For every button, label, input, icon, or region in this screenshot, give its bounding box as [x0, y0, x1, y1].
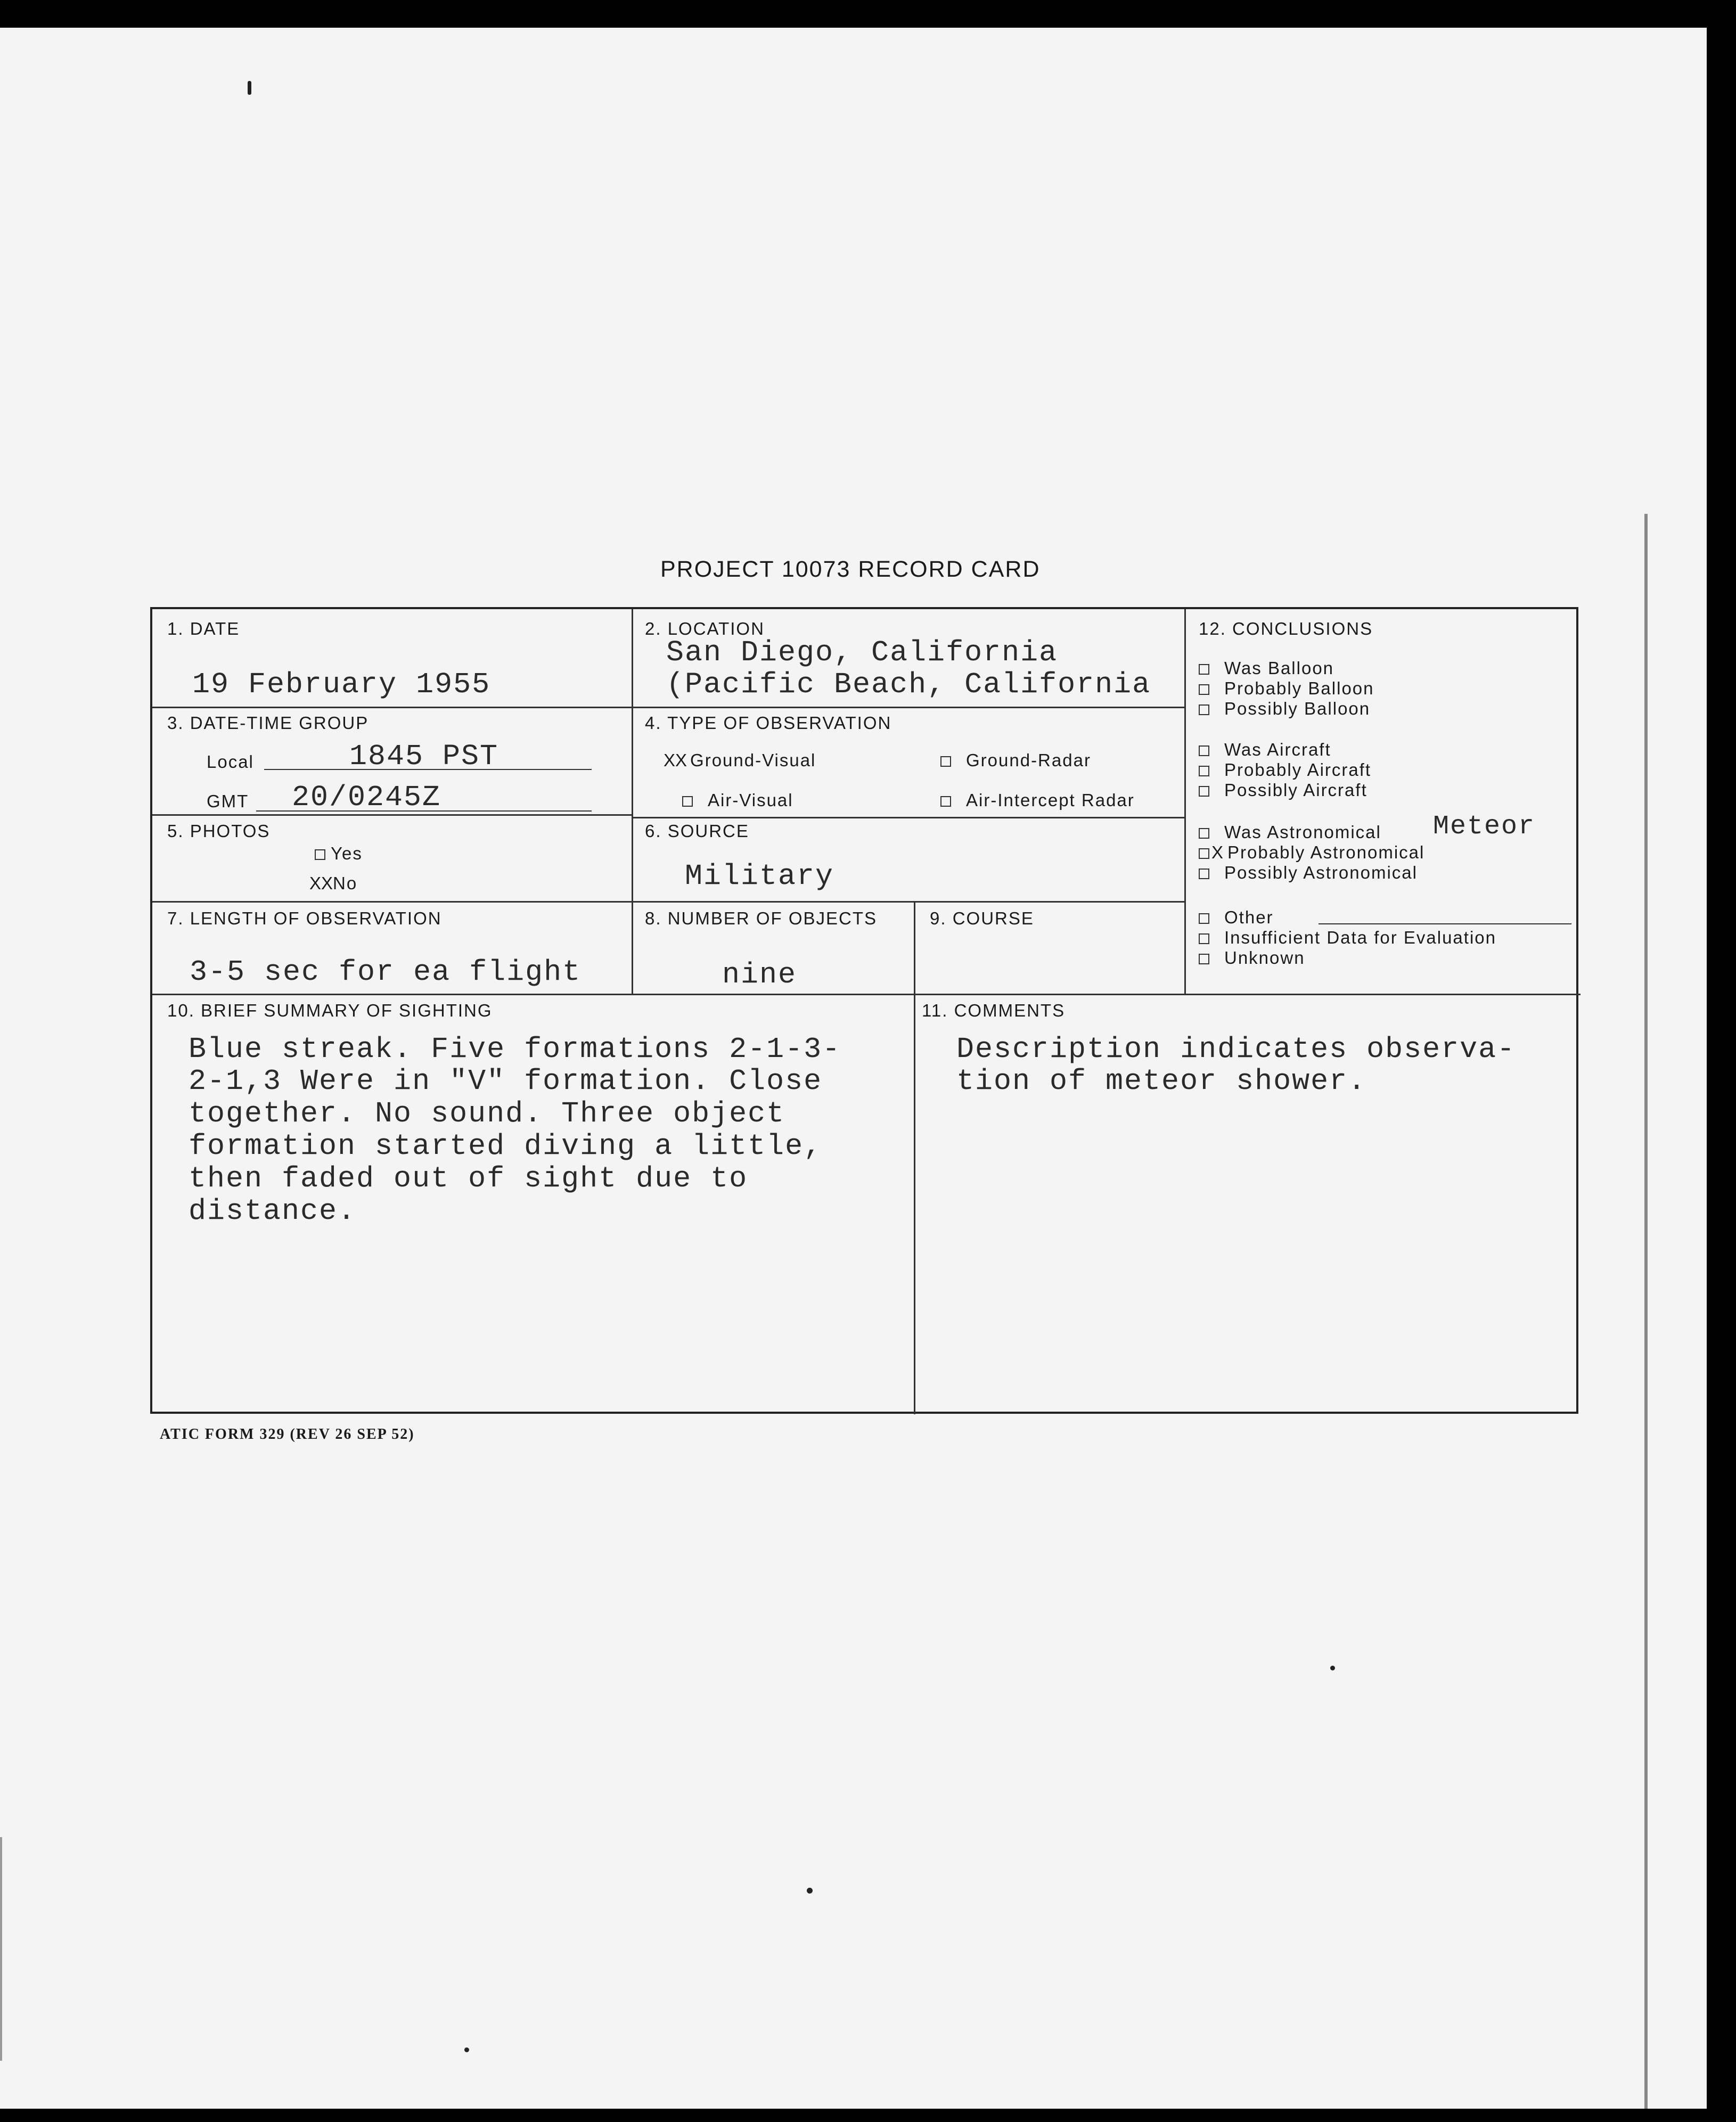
comments-label: 11. COMMENTS	[922, 1001, 1066, 1020]
form-footer: ATIC FORM 329 (REV 26 SEP 52)	[160, 1426, 415, 1443]
checkbox-icon	[1199, 869, 1209, 879]
dust-speck	[464, 2047, 469, 2052]
checked-mark: X	[1211, 842, 1225, 862]
conclusion-possibly-astronomical[interactable]	[1199, 863, 1418, 883]
photos-yes-label: Yes	[331, 843, 363, 863]
summary-line: 2-1,3 Were in "V" formation. Close	[189, 1064, 823, 1098]
checkbox-icon	[1199, 786, 1209, 797]
checkbox-icon	[1199, 664, 1209, 675]
checkbox-icon	[1199, 684, 1209, 695]
checkbox-icon	[1199, 766, 1209, 776]
number-of-objects-value: nine	[722, 958, 797, 992]
conclusion-label: Possibly Aircraft	[1224, 780, 1367, 800]
ground-visual-label: Ground-Visual	[690, 750, 816, 770]
location-line1: San Diego, California	[666, 636, 1058, 669]
summary-line: distance.	[189, 1194, 357, 1228]
film-edge-line	[1644, 514, 1648, 2109]
gmt-label: GMT	[207, 791, 249, 811]
divider	[914, 901, 915, 995]
conclusion-label: Unknown	[1224, 948, 1305, 968]
conclusion-probably-balloon[interactable]	[1199, 678, 1374, 699]
checkbox-icon	[940, 796, 951, 807]
photos-label: 5. PHOTOS	[167, 821, 271, 841]
conclusion-was-balloon[interactable]	[1199, 658, 1334, 678]
source-value: Military	[685, 859, 834, 893]
checkbox-icon	[315, 849, 325, 860]
air-intercept-radar-option[interactable]	[940, 790, 1135, 810]
conclusion-label: Insufficient Data for Evaluation	[1224, 928, 1496, 947]
checkbox-icon	[1199, 704, 1209, 715]
conclusion-label: Was Balloon	[1224, 658, 1334, 678]
location-line2: (Pacific Beach, California	[666, 668, 1151, 701]
local-time-value: 1845 PST	[349, 740, 499, 773]
length-of-observation-value: 3-5 sec for ea flight	[190, 955, 582, 989]
conclusion-label: Other	[1224, 907, 1274, 927]
record-card	[150, 607, 1578, 1414]
dust-speck	[807, 1888, 813, 1894]
number-of-objects-label: 8. NUMBER OF OBJECTS	[645, 908, 878, 928]
summary-line: Blue streak. Five formations 2-1-3-	[189, 1033, 841, 1066]
divider	[152, 994, 1581, 995]
conclusion-probably-aircraft[interactable]	[1199, 760, 1371, 780]
source-label: 6. SOURCE	[645, 821, 749, 841]
checkbox-icon	[1199, 933, 1209, 944]
checkbox-icon	[1199, 954, 1209, 964]
meteor-annotation: Meteor	[1433, 812, 1536, 842]
checkbox-icon	[682, 796, 693, 807]
comments-line: tion of meteor shower.	[956, 1064, 1367, 1098]
conclusion-label: Probably Balloon	[1224, 678, 1374, 698]
conclusion-label: Was Astronomical	[1224, 822, 1381, 842]
conclusion-possibly-aircraft[interactable]	[1199, 780, 1367, 800]
air-visual-option[interactable]	[682, 790, 793, 810]
conclusion-was-astronomical[interactable]	[1199, 822, 1381, 842]
checked-mark: XX	[309, 873, 333, 893]
summary-line: together. No sound. Three object	[189, 1097, 785, 1130]
divider	[1184, 609, 1186, 995]
air-visual-label: Air-Visual	[708, 790, 793, 810]
film-edge-line-left	[0, 1837, 2, 2061]
conclusion-insufficient-data[interactable]	[1199, 928, 1496, 948]
divider	[152, 901, 1185, 903]
photos-no-label: No	[333, 873, 358, 893]
divider	[632, 817, 1185, 818]
conclusion-label: Possibly Astronomical	[1224, 863, 1418, 882]
conclusion-other[interactable]	[1199, 907, 1274, 928]
checked-mark: XX	[664, 750, 687, 770]
air-intercept-radar-label: Air-Intercept Radar	[966, 790, 1135, 810]
photos-no-option[interactable]	[309, 873, 357, 894]
dust-speck	[248, 81, 251, 95]
type-of-observation-label: 4. TYPE OF OBSERVATION	[645, 713, 892, 733]
checkbox-icon	[1199, 828, 1209, 839]
dust-speck	[1330, 1666, 1335, 1670]
ground-visual-option[interactable]	[664, 750, 816, 771]
other-underline	[1319, 923, 1571, 924]
divider	[914, 994, 915, 1414]
summary-line: formation started diving a little,	[189, 1129, 823, 1163]
ground-radar-label: Ground-Radar	[966, 750, 1091, 770]
date-value: 19 February 1955	[192, 668, 491, 701]
conclusion-possibly-balloon[interactable]	[1199, 699, 1370, 719]
conclusions-label: 12. CONCLUSIONS	[1199, 619, 1373, 638]
date-time-group-label: 3. DATE-TIME GROUP	[167, 713, 369, 733]
length-of-observation-label: 7. LENGTH OF OBSERVATION	[167, 908, 442, 928]
summary-line: then faded out of sight due to	[189, 1162, 748, 1195]
ground-radar-option[interactable]	[940, 750, 1091, 771]
film-border-bottom	[0, 2109, 1736, 2122]
divider	[152, 814, 632, 816]
film-border-right	[1707, 0, 1736, 2122]
checkbox-icon	[1199, 848, 1209, 859]
conclusion-probably-astronomical[interactable]	[1199, 842, 1424, 863]
checkbox-icon	[1199, 745, 1209, 756]
conclusion-label: Probably Aircraft	[1224, 760, 1372, 780]
conclusion-unknown[interactable]	[1199, 948, 1305, 968]
divider	[632, 609, 633, 995]
film-border-top	[0, 0, 1736, 28]
comments-line: Description indicates observa-	[956, 1033, 1516, 1066]
date-label: 1. DATE	[167, 619, 240, 638]
photos-yes-option[interactable]	[315, 843, 363, 864]
conclusion-label: Was Aircraft	[1224, 740, 1331, 759]
card-title: PROJECT 10073 RECORD CARD	[660, 556, 1041, 582]
location-label: 2. LOCATION	[645, 619, 765, 638]
local-label: Local	[207, 752, 254, 772]
course-label: 9. COURSE	[930, 908, 1034, 928]
divider	[152, 707, 1185, 708]
conclusion-was-aircraft[interactable]	[1199, 740, 1331, 760]
checkbox-icon	[940, 756, 951, 767]
conclusion-label: Possibly Balloon	[1224, 699, 1371, 718]
conclusion-label: Probably Astronomical	[1227, 842, 1425, 862]
gmt-time-value: 20/0245Z	[292, 781, 441, 814]
checkbox-icon	[1199, 913, 1209, 924]
brief-summary-label: 10. BRIEF SUMMARY OF SIGHTING	[167, 1001, 493, 1020]
